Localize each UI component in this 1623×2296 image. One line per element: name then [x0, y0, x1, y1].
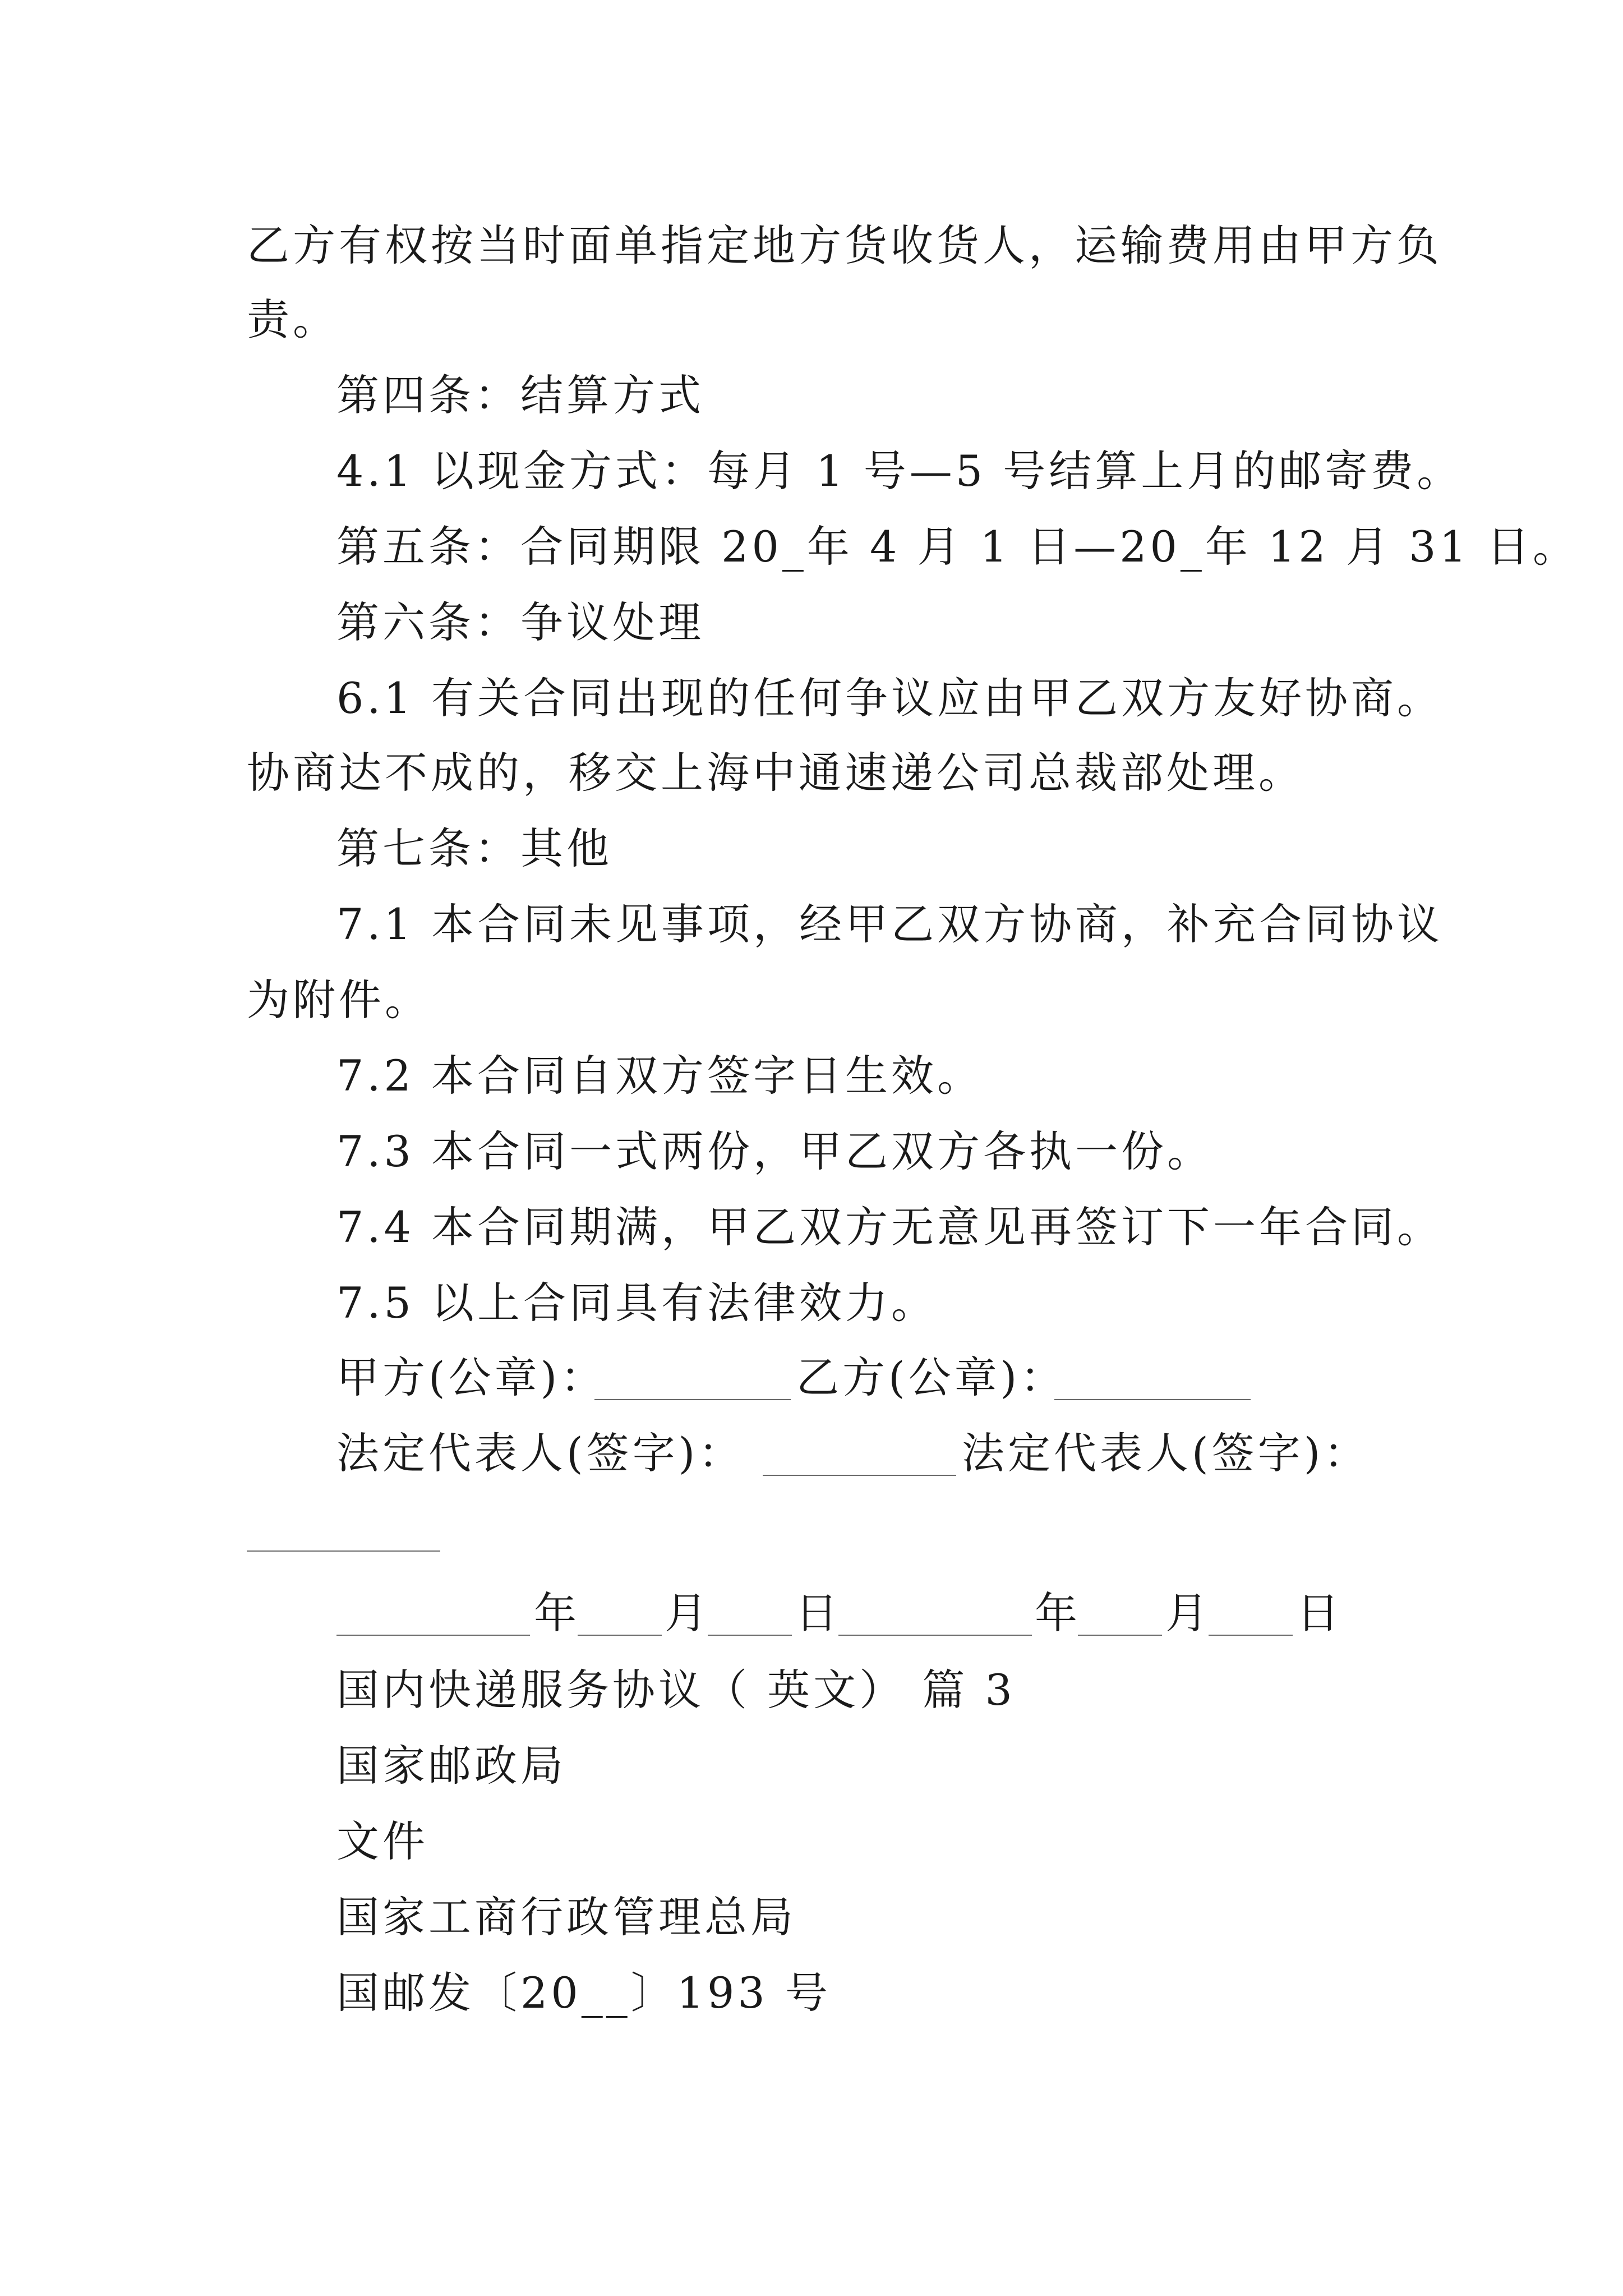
date-b-month-label: 月	[1165, 1588, 1211, 1638]
date-b-month-blank	[1078, 1635, 1162, 1636]
date-b-year-blank	[838, 1635, 1032, 1636]
document-number: 国邮发〔20__〕193 号	[336, 1968, 831, 2018]
date-a-day-blank	[708, 1635, 792, 1636]
rep-a-blank	[763, 1475, 956, 1476]
date-a-year-label: 年	[534, 1588, 580, 1638]
paragraph-line: 乙方有权按当时面单指定地方货收货人，运输费用由甲方负	[247, 220, 1442, 270]
date-b-year-label: 年	[1035, 1588, 1081, 1638]
paragraph-line: 7.2 本合同自双方签字日生效。	[336, 1051, 984, 1101]
date-a-day-label: 日	[795, 1588, 841, 1638]
rep-b-blank	[247, 1550, 440, 1552]
party-b-seal-blank	[1054, 1399, 1251, 1400]
paragraph-line: 协商达不成的，移交上海中通速递公司总裁部处理。	[247, 748, 1304, 798]
paragraph-line: 7.4 本合同期满，甲乙双方无意见再签订下一年合同。	[336, 1202, 1444, 1252]
paragraph-line: 4.1 以现金方式：每月 1 号—5 号结算上月的邮寄费。	[336, 446, 1463, 496]
paragraph-line: 责。	[247, 295, 339, 344]
party-b-seal-label: 乙方(公章)：	[796, 1352, 1067, 1402]
paragraph-line: 第五条：合同期限 20_年 4 月 1 日—20_年 12 月 31 日。	[336, 522, 1579, 572]
rep-a-label: 法定代表人(签字)：	[336, 1428, 745, 1478]
paragraph-line: 7.1 本合同未见事项，经甲乙双方协商，补充合同协议	[336, 899, 1444, 949]
date-a-year-blank	[336, 1635, 530, 1636]
section-title: 国内快递服务协议（ 英文） 篇 3	[336, 1665, 1016, 1715]
date-b-day-label: 日	[1297, 1588, 1343, 1638]
issuing-organization: 国家邮政局	[336, 1741, 566, 1791]
date-a-month-label: 月	[665, 1588, 711, 1638]
date-b-day-blank	[1209, 1635, 1293, 1636]
rep-b-label: 法定代表人(签字)：	[962, 1428, 1370, 1478]
document-label: 文件	[336, 1816, 428, 1866]
paragraph-line: 7.5 以上合同具有法律效力。	[336, 1278, 938, 1328]
party-a-seal-label: 甲方(公章)：	[336, 1352, 607, 1402]
paragraph-line: 6.1 有关合同出现的任何争议应由甲乙双方友好协商。	[336, 673, 1444, 723]
date-a-month-blank	[578, 1635, 662, 1636]
party-a-seal-blank	[594, 1399, 791, 1400]
paragraph-line: 为附件。	[247, 975, 431, 1025]
section-heading: 第四条：结算方式	[336, 370, 704, 420]
section-heading: 第七条：其他	[336, 823, 612, 873]
issuing-organization: 国家工商行政管理总局	[336, 1892, 796, 1942]
paragraph-line: 7.3 本合同一式两份，甲乙双方各执一份。	[336, 1126, 1214, 1176]
section-heading: 第六条：争议处理	[336, 597, 704, 647]
